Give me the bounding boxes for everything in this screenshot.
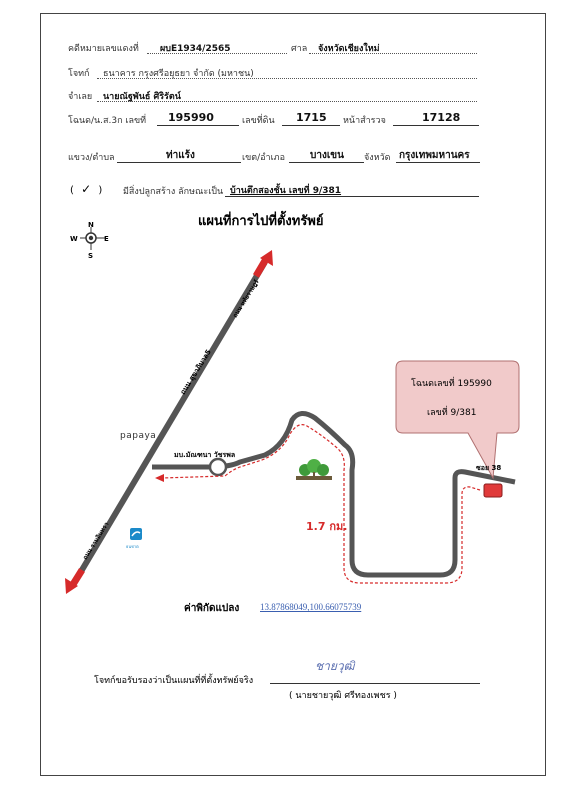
coordinates-link[interactable]: 13.87868049,100.66075739 — [260, 602, 362, 612]
signature: ชายวุฒิ — [315, 659, 355, 673]
defendant-value: นายณัฐพันธ์ ศิริรัตน์ — [103, 92, 181, 102]
village-label: มบ.มัณฑนา วัชรพล — [174, 451, 236, 459]
soi-label: ซอย 38 — [476, 464, 502, 472]
property-marker — [484, 484, 502, 497]
check-open: ( — [70, 185, 74, 196]
callout-address: เลขที่ 9/381 — [427, 408, 477, 418]
road-arrow-bottom — [65, 570, 82, 594]
check-close: ) — [98, 185, 103, 196]
road-arrow-top — [256, 250, 273, 276]
compass-w: W — [70, 235, 78, 243]
land-no-value: 1715 — [296, 111, 327, 124]
plaintiff-label: โจทก์ — [68, 69, 90, 79]
property-callout — [396, 361, 519, 478]
callout-deed: โฉนดเลขที่ 195990 — [411, 379, 492, 389]
subdistrict-value: ท่าแร้ง — [166, 150, 195, 161]
bank-label: ธนชาต — [126, 544, 139, 549]
road-label-top: ถนน หทัยราษฎร์ — [231, 278, 261, 320]
signature-line — [270, 683, 480, 684]
route-arrowhead — [155, 474, 164, 482]
distance-label: 1.7 กม. — [306, 520, 348, 533]
compass-e: E — [104, 235, 109, 243]
building-label: มีสิ่งปลูกสร้าง ลักษณะเป็น — [123, 187, 224, 197]
building-value: บ้านตึกสองชั้น เลขที่ 9/381 — [230, 186, 342, 196]
compass-s: S — [88, 252, 94, 260]
map-title: แผนที่การไปที่ตั้งทรัพย์ — [198, 214, 324, 229]
case-value: ผบE1934/2565 — [160, 44, 231, 54]
coordinates-label: ค่าพิกัดแปลง — [184, 603, 240, 614]
subdistrict-label: แขวง/ตำบล — [68, 153, 115, 163]
check-mark-icon: ✓ — [81, 182, 92, 196]
route-road — [152, 413, 515, 575]
compass-icon — [70, 221, 109, 260]
land-no-label: เลขที่ดิน — [242, 116, 275, 126]
roundabout — [210, 459, 226, 475]
province-value: กรุงเทพมหานคร — [399, 150, 470, 161]
survey-label: หน้าสำรวจ — [343, 116, 386, 126]
district-label: เขต/อำเภอ — [242, 153, 285, 163]
route-dashed — [162, 425, 480, 583]
deed-value: 195990 — [168, 111, 214, 124]
certify-text: โจทก์ขอรับรองว่าเป็นแผนที่ที่ตั้งทรัพย์จริง — [94, 676, 254, 686]
signer-name: ( นายชายวุฒิ ศรีทองเพชร ) — [289, 691, 397, 701]
province-label: จังหวัด — [364, 153, 391, 163]
compass-n: N — [88, 221, 94, 229]
case-label: คดีหมายเลขแดงที่ — [68, 44, 139, 54]
deed-label: โฉนด/น.ส.3ก เลขที่ — [68, 116, 147, 126]
survey-value: 17128 — [422, 111, 461, 124]
road-label-bottom: ถนน รามอินทรา — [81, 521, 111, 562]
court-label: ศาล — [291, 44, 308, 54]
plaintiff-value: ธนาคาร กรุงศรีอยุธยา จำกัด (มหาชน) — [103, 69, 254, 79]
papaya-logo: papaya — [120, 431, 157, 441]
district-value: บางเขน — [310, 150, 344, 161]
defendant-label: จำเลย — [68, 92, 93, 102]
trees-icon — [296, 459, 332, 480]
bank-logo — [126, 528, 142, 549]
court-value: จังหวัดเชียงใหม่ — [318, 44, 380, 54]
road-label-main: ถนน สุขาภิบาล5 — [178, 348, 213, 397]
